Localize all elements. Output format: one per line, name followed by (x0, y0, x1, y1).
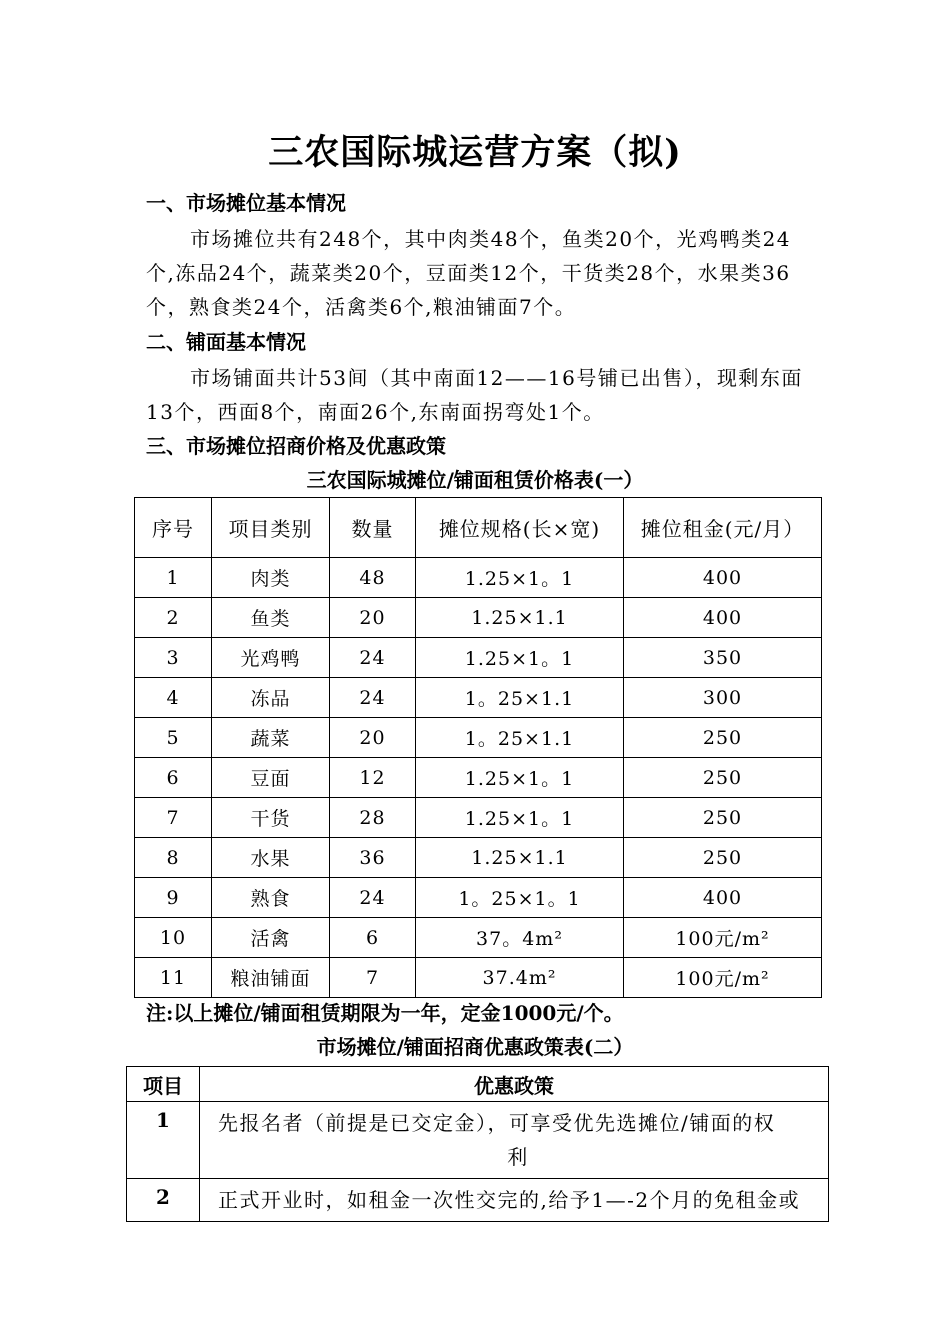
cell-quantity: 28 (330, 798, 416, 838)
policy-line: 利 (507, 1145, 529, 1169)
table-row (135, 798, 822, 838)
cell-category: 活禽 (212, 918, 330, 958)
cell-quantity: 36 (330, 838, 416, 878)
cell-rent: 400 (624, 558, 822, 598)
cell-category: 光鸡鸭 (212, 638, 330, 678)
cell-category: 肉类 (212, 558, 330, 598)
cell-rent: 400 (624, 878, 822, 918)
cell-quantity: 20 (330, 598, 416, 638)
table-row (135, 558, 822, 598)
cell-spec: 37.4m² (416, 958, 624, 998)
table1-caption: 三农国际城摊位/铺面租赁价格表(一） (306, 468, 644, 492)
cell-index: 10 (135, 918, 212, 958)
header-rent: 摊位租金(元/月） (624, 498, 822, 558)
cell-rent: 350 (624, 638, 822, 678)
cell-rent: 400 (624, 598, 822, 638)
cell-index: 4 (135, 678, 212, 718)
table-row (135, 718, 822, 758)
section2-heading: 二、铺面基本情况 (146, 330, 306, 354)
header-policy: 优惠政策 (200, 1067, 829, 1102)
table-header-row (127, 1067, 829, 1102)
cell-index: 8 (135, 838, 212, 878)
table-row (135, 918, 822, 958)
cell-item-number: 2 (127, 1179, 200, 1222)
cell-rent: 250 (624, 798, 822, 838)
cell-quantity: 7 (330, 958, 416, 998)
cell-index: 6 (135, 758, 212, 798)
table-row (135, 838, 822, 878)
table-row (127, 1179, 829, 1222)
table-row (135, 678, 822, 718)
cell-policy (200, 1102, 829, 1179)
cell-quantity: 12 (330, 758, 416, 798)
header-index: 序号 (135, 498, 212, 558)
cell-rent: 300 (624, 678, 822, 718)
table-row (135, 638, 822, 678)
cell-index: 3 (135, 638, 212, 678)
cell-index: 7 (135, 798, 212, 838)
policy-table (126, 1066, 829, 1222)
table-row (127, 1102, 829, 1179)
cell-quantity: 20 (330, 718, 416, 758)
cell-quantity: 24 (330, 638, 416, 678)
cell-rent: 100元/m² (624, 958, 822, 998)
table-row (135, 758, 822, 798)
section2-text: 市场铺面共计53间（其中南面12——16号铺已出售），现剩东面13个，西面8个，南面26个,东南面拐弯处1个。 (146, 366, 803, 424)
table-row (135, 878, 822, 918)
table-row (135, 958, 822, 998)
cell-spec: 1.25×1。1 (416, 558, 624, 598)
header-category: 项目类别 (212, 498, 330, 558)
header-spec: 摊位规格(长×宽) (416, 498, 624, 558)
section1-text: 市场摊位共有248个，其中肉类48个，鱼类20个，光鸡鸭类24个,冻品24个，蔬菜类20个，豆面类12个，干货类28个，水果类36个，熟食类24个，活禽类6个,粮油铺面7个。 (146, 227, 792, 319)
rent-price-table (134, 497, 822, 998)
cell-category: 干货 (212, 798, 330, 838)
cell-quantity: 6 (330, 918, 416, 958)
cell-spec: 37。4m² (416, 918, 624, 958)
cell-category: 蔬菜 (212, 718, 330, 758)
table-header-row (135, 498, 822, 558)
cell-category: 鱼类 (212, 598, 330, 638)
cell-spec: 1.25×1。1 (416, 638, 624, 678)
cell-index: 2 (135, 598, 212, 638)
cell-rent: 250 (624, 758, 822, 798)
cell-quantity: 24 (330, 678, 416, 718)
cell-spec: 1。25×1.1 (416, 718, 624, 758)
cell-rent: 250 (624, 838, 822, 878)
cell-spec: 1.25×1.1 (416, 838, 624, 878)
table2-caption: 市场摊位/铺面招商优惠政策表(二） (316, 1035, 634, 1059)
cell-category: 冻品 (212, 678, 330, 718)
header-quantity: 数量 (330, 498, 416, 558)
cell-spec: 1.25×1.1 (416, 598, 624, 638)
cell-category: 熟食 (212, 878, 330, 918)
cell-index: 5 (135, 718, 212, 758)
policy-line: 先报名者（前提是已交定金），可享受优先选摊位/铺面的权 (218, 1111, 776, 1135)
cell-rent: 250 (624, 718, 822, 758)
cell-rent: 100元/m² (624, 918, 822, 958)
cell-spec: 1。25×1.1 (416, 678, 624, 718)
document-title: 三农国际城运营方案（拟) (268, 132, 682, 173)
header-item: 项目 (127, 1067, 200, 1102)
lease-note: 注:以上摊位/铺面租赁期限为一年，定金1000元/个。 (146, 1001, 624, 1025)
cell-policy (200, 1179, 829, 1222)
section3-heading: 三、市场摊位招商价格及优惠政策 (146, 434, 446, 458)
policy-line: 正式开业时，如租金一次性交完的,给予1—-2个月的免租金或 (218, 1188, 801, 1212)
cell-index: 9 (135, 878, 212, 918)
cell-quantity: 24 (330, 878, 416, 918)
cell-index: 1 (135, 558, 212, 598)
cell-spec: 1.25×1。1 (416, 798, 624, 838)
cell-index: 11 (135, 958, 212, 998)
table-row (135, 598, 822, 638)
cell-spec: 1.25×1。1 (416, 758, 624, 798)
section1-heading: 一、市场摊位基本情况 (146, 191, 346, 215)
cell-category: 粮油铺面 (212, 958, 330, 998)
cell-quantity: 48 (330, 558, 416, 598)
cell-item-number: 1 (127, 1102, 200, 1179)
cell-category: 豆面 (212, 758, 330, 798)
cell-spec: 1。25×1。1 (416, 878, 624, 918)
cell-category: 水果 (212, 838, 330, 878)
